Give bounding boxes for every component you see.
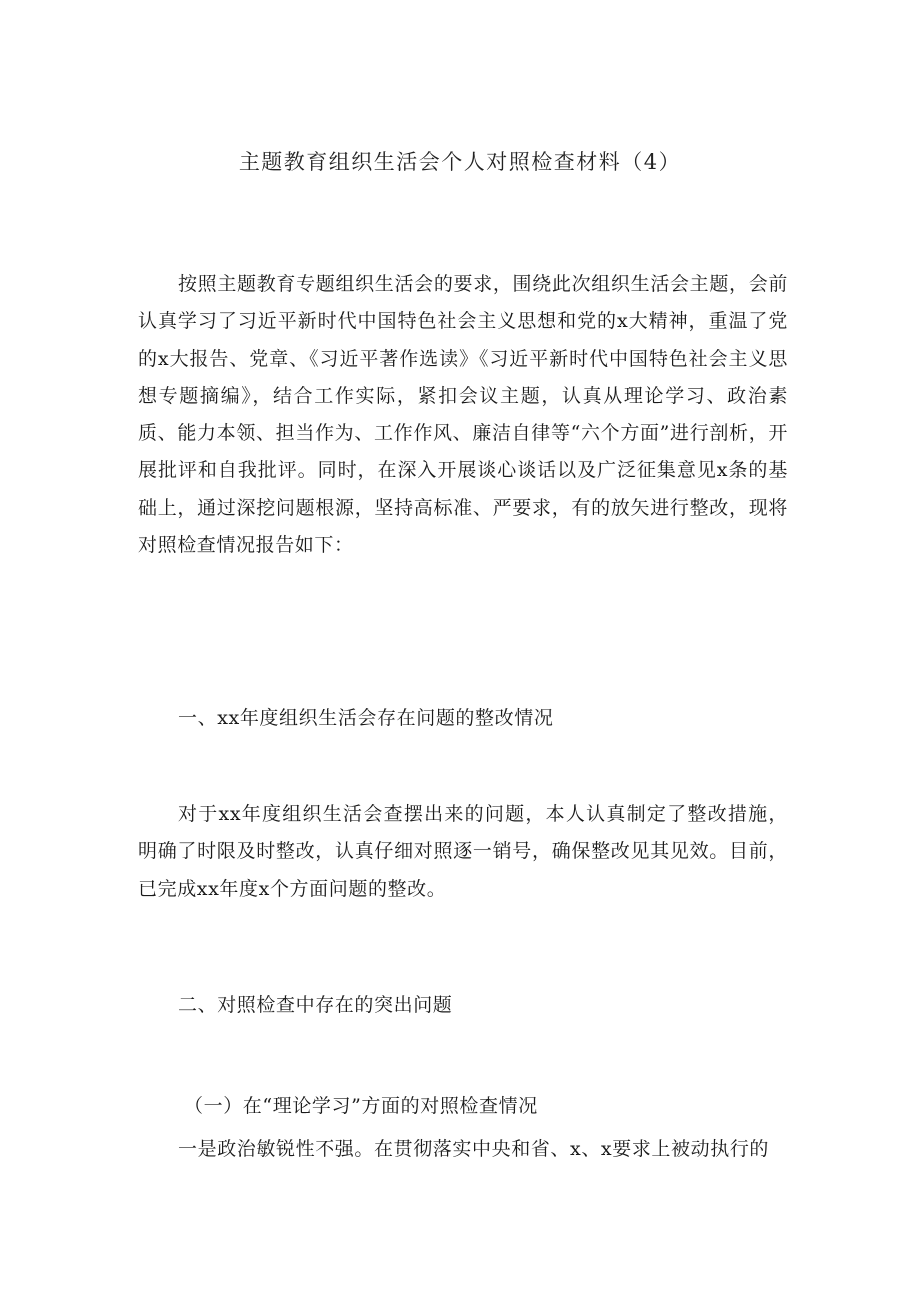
subsection-1-first-line: 一是政治敏锐性不强。在贯彻落实中央和省、x、x要求上被动执行的 xyxy=(178,1138,770,1160)
subsection-1-heading: （一）在“理论学习”方面的对照检查情况 xyxy=(184,1095,538,1117)
section-1-body: 对于xx年度组织生活会查摆出来的问题，本人认真制定了整改措施，明确了时限及时整改，认真仔细对照逐一销号，确保整改见其见效。目前，已完成xx年度x个方面问题的整改。 xyxy=(138,803,788,900)
document-title: 主题教育组织生活会个人对照检查材料（4） xyxy=(238,150,682,174)
intro-paragraph: 按照主题教育专题组织生活会的要求，围绕此次组织生活会主题，会前认真学习了习近平新时代中国特色社会主义思想和党的x大精神，重温了党的x大报告、党章、《习近平著作选读》《习近平新时代中国特色社会主义思想专题摘编》，结合工作实际，紧扣会议主题，认真从理论学习、政治素质、能力本领、担当作为、工作作风、廉洁自律等“六个方面”进行剖析，开展批评和自我批评。同时，在深入开展谈心谈话以及广泛征集意见x条的基础上，通过深挖问题根源，坚持高标准、严要求，有的放矢进行整改，现将对照检查情况报告如下： xyxy=(138,273,788,557)
section-1-heading: 一、xx年度组织生活会存在问题的整改情况 xyxy=(178,707,554,729)
section-2-heading: 二、对照检查中存在的突出问题 xyxy=(178,994,453,1016)
